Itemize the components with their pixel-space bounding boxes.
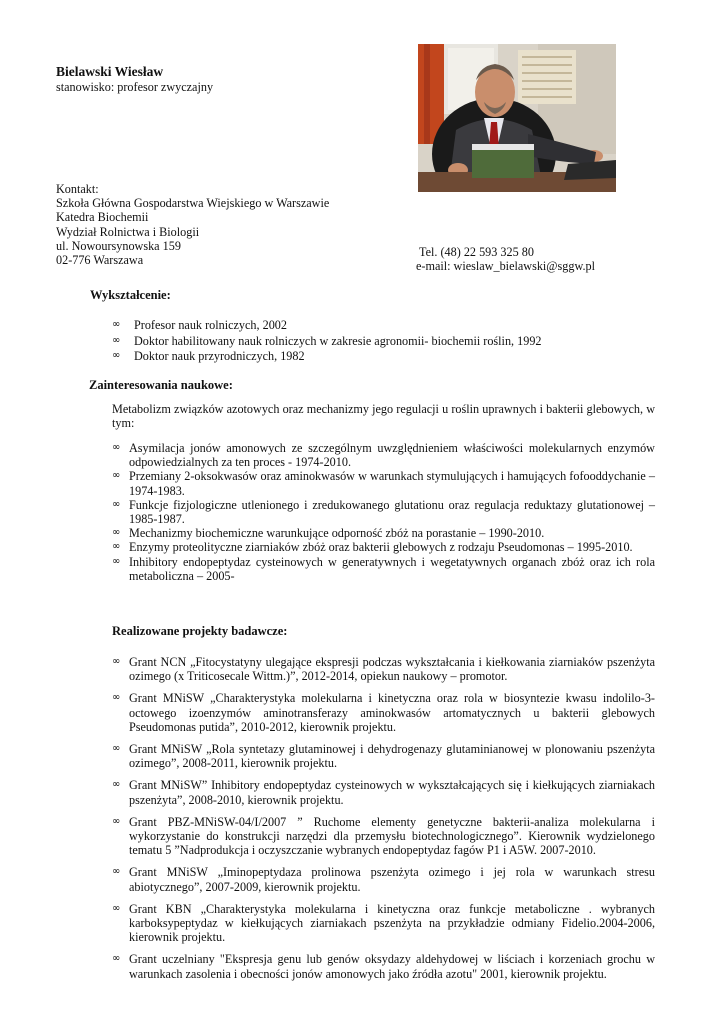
bullet-icon: ∞ (112, 656, 121, 667)
list-item: ∞ Profesor nauk rolniczych, 2002 (112, 318, 287, 332)
list-item: ∞ Grant NCN „Fitocystatyny ulegające ekspresji podczas wykształcania i kiełkowania ziarniaków pszenżyta ozimego (x Triticosecale Wittm.)”, 2012-2014, opiekun naukowy – promotor. (112, 655, 655, 684)
phone-number: Tel. (48) 22 593 325 80 (419, 245, 534, 259)
list-item: ∞ Asymilacja jonów amonowych ze szczególnym uwzględnieniem właściwości molekularnych enzymów odpowiedzialnych za ten proces - 1974-2010. (112, 441, 655, 470)
list-item: ∞ Grant MNiSW „Rola syntetazy glutaminowej i dehydrogenazy glutaminianowej w plonowaniu pszenżyta ozimego”, 2008-2011, kierownik projektu. (112, 742, 655, 771)
interests-list (112, 441, 655, 583)
bullet-icon: ∞ (112, 334, 121, 346)
interests-intro: Metabolizm związków azotowych oraz mechanizmy jego regulacji u roślin uprawnych i bakterii glebowych, w tym: (112, 402, 655, 431)
bullet-icon: ∞ (112, 350, 121, 362)
bullet-icon: ∞ (112, 743, 121, 755)
contact-label: Kontakt: (56, 182, 99, 196)
bullet-icon: ∞ (112, 527, 121, 539)
projects-list (112, 655, 655, 989)
bullet-icon: ∞ (112, 470, 121, 482)
portrait-photo (418, 44, 616, 192)
portrait-photo-drawing (418, 44, 616, 192)
contact-line: Katedra Biochemii (56, 210, 149, 225)
contact-line: ul. Nowoursynowska 159 (56, 238, 181, 253)
email-address[interactable]: e-mail: wieslaw_bielawski@sggw.pl (416, 259, 595, 274)
position-title: stanowisko: profesor zwyczajny (56, 80, 214, 94)
contact-line: Szkoła Główna Gospodarstwa Wiejskiego w Warszawie (56, 196, 330, 211)
contact-line: Wydział Rolnictwa i Biologii (56, 224, 200, 239)
bullet-icon: ∞ (112, 692, 121, 704)
list-item: ∞ Mechanizmy biochemiczne warunkujące odporność zbóż na porastanie – 1990-2010. (112, 526, 545, 541)
bullet-icon: ∞ (112, 902, 121, 914)
list-item: ∞ Funkcje fizjologiczne utlenionego i zredukowanego glutationu oraz regulacja reduktazy glutationowej – 1985-1987. (112, 497, 655, 527)
list-item: ∞ Grant MNiSW „Iminopeptydaza prolinowa pszenżyta ozimego i jej rola w warunkach stresu abiotycznego”, 2007-2009, kierownik projektu. (112, 865, 655, 894)
list-item: ∞ Inhibitory endopeptydaz cysteinowych w generatywnych i wegetatywnych organach zbóż oraz ich rola metaboliczna – 2005- (112, 554, 655, 583)
bullet-icon: ∞ (112, 953, 121, 965)
bullet-icon: ∞ (112, 866, 121, 878)
list-item: ∞ Grant uczelniany "Ekspresja genu lub genów oksydazy aldehydowej w liściach i korzeniach grochu w warunkach zasolenia i obecności jonów amonowych jako źródła azotu" 2001, kierownik projektu. (112, 952, 655, 981)
person-name: Bielawski Wiesław (56, 64, 164, 79)
bullet-icon: ∞ (112, 498, 121, 510)
list-item: ∞ Doktor nauk przyrodniczych, 1982 (112, 349, 305, 364)
bullet-icon: ∞ (112, 555, 121, 567)
contact-block (56, 182, 329, 267)
bullet-icon: ∞ (112, 779, 121, 791)
bullet-icon: ∞ (112, 541, 121, 553)
list-item: ∞ Grant KBN „Charakterystyka molekularna i kinetyczna oraz funkcje metaboliczne . wybranych karboksypeptydaz w kiełkujących ziarniakach pszenżyta na przykładzie odmiany Fidelio.2004-2006, kierownik projektu. (112, 901, 655, 945)
education-list (112, 318, 672, 365)
list-item: ∞ Grant MNiSW „Charakterystyka molekularna i kinetyczna oraz rola w biosyntezie kwasu indolilo-3-octowego izoenzymów aminotransferazy aminokwasów artomatycznych u bakterii glebowych Pseudomonas putida”, 2010-2012, kierownik projektu. (112, 691, 655, 734)
projects-heading: Realizowane projekty badawcze: (112, 624, 288, 638)
list-item: ∞ Enzymy proteolityczne ziarniaków zbóż oraz bakterii glebowych z rodzaju Pseudomonas – 1995-2010. (112, 540, 633, 555)
list-item: ∞ Grant PBZ-MNiSW-04/I/2007 ” Ruchome elementy genetyczne bakterii-analiza molekularna i wykorzystanie do konstrukcji narzędzi dla przemysłu biotechnologicznego”. Kierownik wydzielonego tematu 5 ”Nadprodukcja i oczyszczanie wybranych endopeptydaz fagów P1 i A5W. 2007-2010. (112, 814, 655, 858)
list-item: ∞ Przemiany 2-oksokwasów oraz aminokwasów w warunkach stymulujących i hamujących fofooddychanie – 1974-1983. (112, 469, 655, 498)
bullet-icon: ∞ (112, 815, 121, 827)
education-heading: Wykształcenie: (90, 288, 171, 302)
bullet-icon: ∞ (112, 442, 121, 453)
bullet-icon: ∞ (112, 319, 121, 330)
interests-heading: Zainteresowania naukowe: (89, 378, 233, 392)
list-item: ∞ Doktor habilitowany nauk rolniczych w zakresie agronomii- biochemii roślin, 1992 (112, 333, 542, 348)
contact-line: 02-776 Warszawa (56, 253, 144, 268)
list-item: ∞ Grant MNiSW” Inhibitory endopeptydaz cysteinowych w wykształcających się i kiełkujących ziarniakach pszenżyta”, 2008-2010, kierownik projektu. (112, 778, 655, 807)
phone-email-block (416, 245, 595, 273)
